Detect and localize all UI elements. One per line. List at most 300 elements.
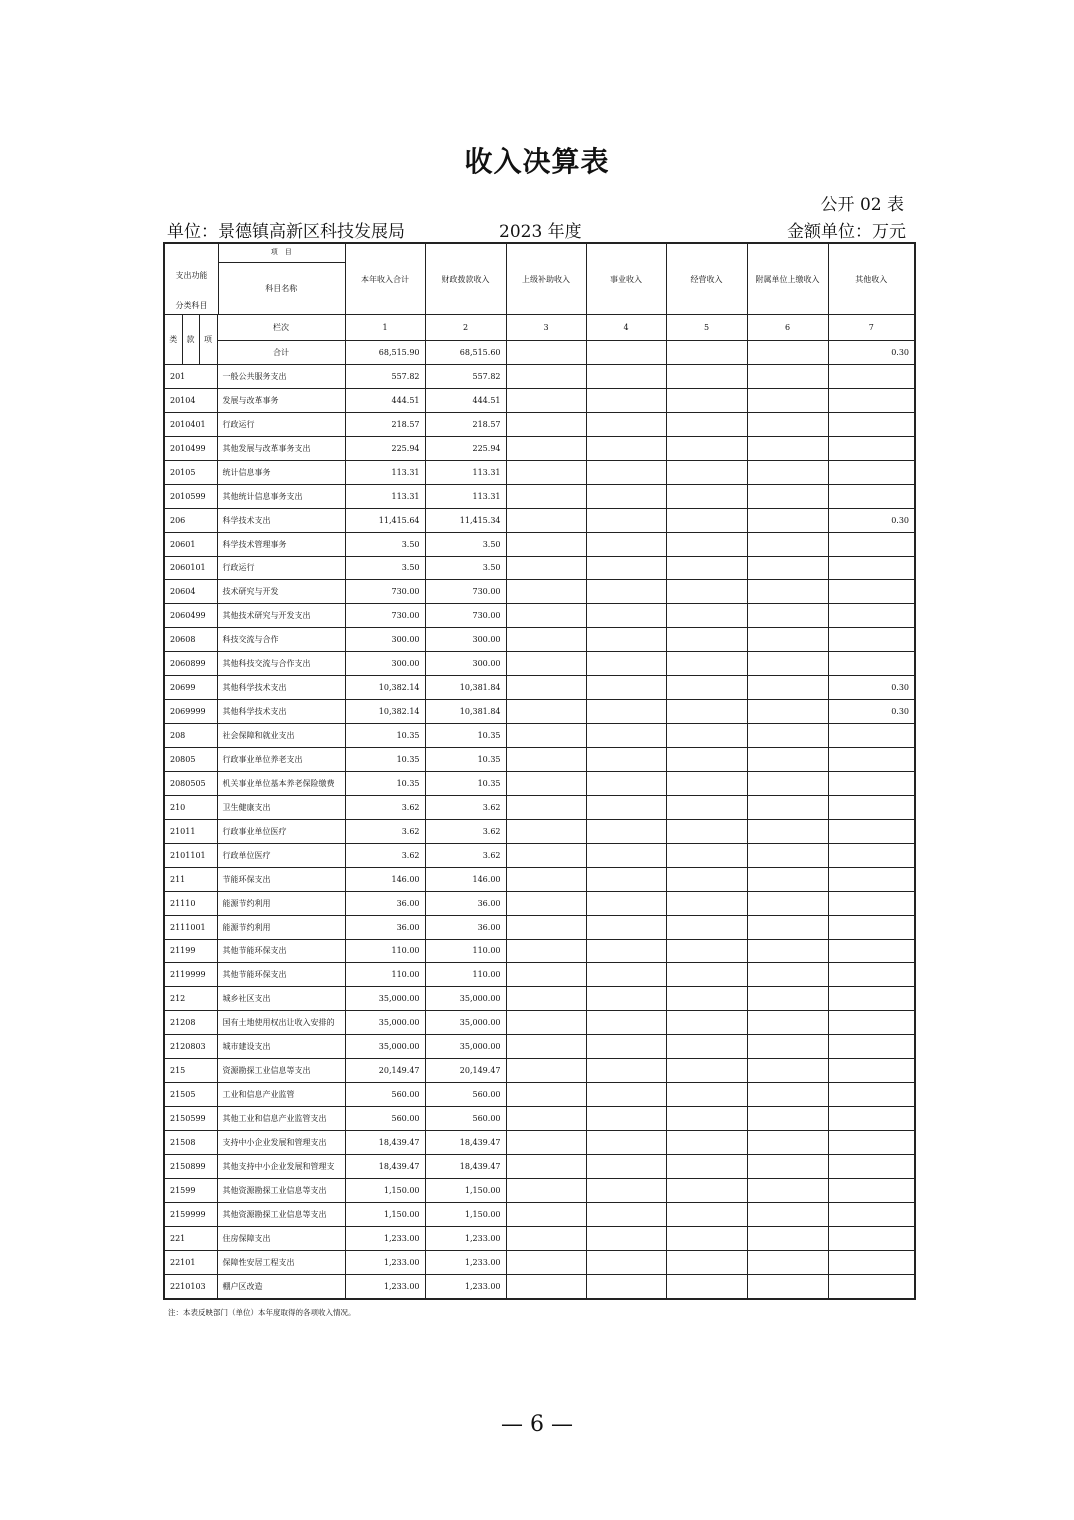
row-c5	[666, 1035, 747, 1059]
row-c4	[586, 1083, 666, 1107]
table-row	[164, 1107, 915, 1131]
row-name: 社会保障和就业支出	[217, 724, 345, 748]
row-name: 科学技术支出	[217, 508, 345, 532]
row-c4	[586, 939, 666, 963]
table-row	[164, 771, 915, 795]
row-c6	[747, 891, 828, 915]
row-code: 2060499	[164, 604, 217, 628]
row-c6	[747, 1035, 828, 1059]
row-c5	[666, 724, 747, 748]
row-c5	[666, 436, 747, 460]
total-label: 合计	[217, 341, 345, 365]
row-c5	[666, 532, 747, 556]
row-c5	[666, 939, 747, 963]
xiang-header: 项	[199, 315, 217, 365]
row-other-income	[828, 460, 915, 484]
row-other-income	[828, 1131, 915, 1155]
row-c5	[666, 460, 747, 484]
table-row	[164, 1035, 915, 1059]
row-c5	[666, 748, 747, 772]
row-code: 2150599	[164, 1107, 217, 1131]
row-c6	[747, 412, 828, 436]
row-c5	[666, 1226, 747, 1250]
row-c4	[586, 388, 666, 412]
row-fiscal-income: 35,000.00	[425, 987, 506, 1011]
table-row	[164, 1059, 915, 1083]
row-c4	[586, 412, 666, 436]
row-c4	[586, 676, 666, 700]
row-c4	[586, 795, 666, 819]
row-c4	[586, 628, 666, 652]
row-c5	[666, 1274, 747, 1298]
row-fiscal-income: 113.31	[425, 484, 506, 508]
row-total-income: 146.00	[345, 867, 425, 891]
row-name: 科技交流与合作	[217, 628, 345, 652]
row-c5	[666, 1250, 747, 1274]
row-c6	[747, 771, 828, 795]
row-fiscal-income: 3.62	[425, 795, 506, 819]
func-class-cell	[165, 244, 219, 314]
table-row	[164, 1154, 915, 1178]
table-row	[164, 1131, 915, 1155]
row-fiscal-income: 560.00	[425, 1083, 506, 1107]
row-c4	[586, 1274, 666, 1298]
year-label: 2023 年度	[499, 222, 582, 242]
table-row	[164, 676, 915, 700]
row-code: 21599	[164, 1178, 217, 1202]
row-code: 221	[164, 1226, 217, 1250]
total-cell-7: 0.30	[828, 341, 915, 365]
row-c4	[586, 436, 666, 460]
form-number: 公开 02 表	[820, 195, 904, 215]
row-c6	[747, 1202, 828, 1226]
row-c6	[747, 604, 828, 628]
row-c3	[506, 1035, 586, 1059]
table-row	[164, 604, 915, 628]
col-num-3: 3	[506, 315, 586, 341]
row-other-income: 0.30	[828, 508, 915, 532]
table-row	[164, 819, 915, 843]
row-code: 2060101	[164, 556, 217, 580]
row-c6	[747, 1107, 828, 1131]
row-code: 201	[164, 365, 217, 389]
row-fiscal-income: 10,381.84	[425, 676, 506, 700]
row-c5	[666, 1178, 747, 1202]
row-other-income	[828, 1154, 915, 1178]
row-c6	[747, 867, 828, 891]
row-c3	[506, 724, 586, 748]
row-c4	[586, 1107, 666, 1131]
row-c4	[586, 1011, 666, 1035]
table-row	[164, 556, 915, 580]
row-code: 212	[164, 987, 217, 1011]
row-code: 20699	[164, 676, 217, 700]
row-fiscal-income: 557.82	[425, 365, 506, 389]
row-code: 20805	[164, 748, 217, 772]
row-name: 行政运行	[217, 556, 345, 580]
row-other-income	[828, 1274, 915, 1298]
row-c4	[586, 748, 666, 772]
row-fiscal-income: 10.35	[425, 748, 506, 772]
row-fiscal-income: 300.00	[425, 628, 506, 652]
row-total-income: 10.35	[345, 748, 425, 772]
row-other-income	[828, 1011, 915, 1035]
row-code: 2069999	[164, 700, 217, 724]
row-other-income	[828, 891, 915, 915]
total-cell-4	[586, 341, 666, 365]
row-c5	[666, 628, 747, 652]
row-total-income: 557.82	[345, 365, 425, 389]
row-c6	[747, 676, 828, 700]
row-code: 2120803	[164, 1035, 217, 1059]
row-fiscal-income: 110.00	[425, 963, 506, 987]
row-total-income: 18,439.47	[345, 1131, 425, 1155]
row-c4	[586, 580, 666, 604]
row-total-income: 3.50	[345, 532, 425, 556]
row-c3	[506, 388, 586, 412]
column-number-row	[164, 315, 915, 341]
row-total-income: 35,000.00	[345, 1035, 425, 1059]
table-row	[164, 843, 915, 867]
row-c5	[666, 867, 747, 891]
row-c4	[586, 1154, 666, 1178]
col-num-6: 6	[747, 315, 828, 341]
row-c6	[747, 819, 828, 843]
row-other-income	[828, 843, 915, 867]
row-c5	[666, 365, 747, 389]
row-c6	[747, 1250, 828, 1274]
table-row	[164, 724, 915, 748]
table-row	[164, 748, 915, 772]
row-other-income	[828, 867, 915, 891]
row-c4	[586, 365, 666, 389]
row-name: 城乡社区支出	[217, 987, 345, 1011]
row-name: 发展与改革事务	[217, 388, 345, 412]
row-code: 20105	[164, 460, 217, 484]
row-fiscal-income: 560.00	[425, 1107, 506, 1131]
row-total-income: 3.62	[345, 795, 425, 819]
row-total-income: 730.00	[345, 580, 425, 604]
row-total-income: 1,233.00	[345, 1226, 425, 1250]
row-c5	[666, 412, 747, 436]
row-c4	[586, 532, 666, 556]
amount-unit: 金额单位：万元	[787, 222, 906, 242]
row-total-income: 300.00	[345, 628, 425, 652]
row-other-income	[828, 795, 915, 819]
row-c5	[666, 819, 747, 843]
row-code: 206	[164, 508, 217, 532]
row-other-income	[828, 915, 915, 939]
row-c6	[747, 843, 828, 867]
table-row	[164, 365, 915, 389]
row-c3	[506, 1059, 586, 1083]
row-c6	[747, 724, 828, 748]
row-fiscal-income: 36.00	[425, 915, 506, 939]
table-row	[164, 700, 915, 724]
row-c3	[506, 1202, 586, 1226]
row-c5	[666, 484, 747, 508]
row-fiscal-income: 3.62	[425, 843, 506, 867]
row-c4	[586, 1178, 666, 1202]
row-total-income: 560.00	[345, 1083, 425, 1107]
row-other-income	[828, 532, 915, 556]
row-name: 一般公共服务支出	[217, 365, 345, 389]
row-c4	[586, 963, 666, 987]
row-total-income: 300.00	[345, 652, 425, 676]
row-fiscal-income: 300.00	[425, 652, 506, 676]
row-c4	[586, 819, 666, 843]
row-name: 行政事业单位养老支出	[217, 748, 345, 772]
row-other-income	[828, 580, 915, 604]
table-row	[164, 915, 915, 939]
func-class-label: 支出功能	[175, 271, 208, 280]
row-total-income: 36.00	[345, 891, 425, 915]
row-code: 21508	[164, 1131, 217, 1155]
row-c3	[506, 867, 586, 891]
row-c6	[747, 700, 828, 724]
row-c3	[506, 819, 586, 843]
row-total-income: 10.35	[345, 771, 425, 795]
row-c5	[666, 915, 747, 939]
total-cell-3	[506, 341, 586, 365]
row-other-income	[828, 484, 915, 508]
row-c3	[506, 436, 586, 460]
row-fiscal-income: 110.00	[425, 939, 506, 963]
row-c3	[506, 915, 586, 939]
row-c6	[747, 987, 828, 1011]
col-header-7: 其他收入	[828, 243, 915, 315]
total-cell-5	[666, 341, 747, 365]
row-c3	[506, 795, 586, 819]
row-c3	[506, 939, 586, 963]
row-c3	[506, 365, 586, 389]
total-cell-1: 68,515.90	[345, 341, 425, 365]
row-fiscal-income: 730.00	[425, 604, 506, 628]
row-c5	[666, 1131, 747, 1155]
row-fiscal-income: 18,439.47	[425, 1131, 506, 1155]
row-code: 2119999	[164, 963, 217, 987]
row-c4	[586, 604, 666, 628]
row-c3	[506, 1250, 586, 1274]
row-c5	[666, 963, 747, 987]
row-c4	[586, 1059, 666, 1083]
table-row	[164, 1011, 915, 1035]
col-header-1: 本年收入合计	[345, 243, 425, 315]
row-total-income: 1,150.00	[345, 1202, 425, 1226]
row-other-income	[828, 1035, 915, 1059]
row-c6	[747, 652, 828, 676]
table-row	[164, 795, 915, 819]
row-total-income: 225.94	[345, 436, 425, 460]
row-c6	[747, 795, 828, 819]
row-code: 2101101	[164, 843, 217, 867]
row-c6	[747, 1154, 828, 1178]
table-row	[164, 652, 915, 676]
row-c6	[747, 388, 828, 412]
col-num-5: 5	[666, 315, 747, 341]
row-c6	[747, 508, 828, 532]
row-name: 国有土地使用权出让收入安排的	[217, 1011, 345, 1035]
row-code: 20104	[164, 388, 217, 412]
row-c6	[747, 1131, 828, 1155]
row-c3	[506, 843, 586, 867]
row-name: 其他技术研究与开发支出	[217, 604, 345, 628]
table-row	[164, 1274, 915, 1298]
table-row	[164, 1178, 915, 1202]
page-title: 收入决算表	[464, 145, 610, 178]
table-row	[164, 532, 915, 556]
row-c3	[506, 1011, 586, 1035]
row-code: 2010401	[164, 412, 217, 436]
row-fiscal-income: 1,233.00	[425, 1226, 506, 1250]
row-c5	[666, 580, 747, 604]
row-c6	[747, 1178, 828, 1202]
row-total-income: 36.00	[345, 915, 425, 939]
row-c6	[747, 436, 828, 460]
row-name: 行政单位医疗	[217, 843, 345, 867]
row-c5	[666, 556, 747, 580]
row-name: 城市建设支出	[217, 1035, 345, 1059]
row-c4	[586, 1226, 666, 1250]
table-row	[164, 1202, 915, 1226]
row-total-income: 35,000.00	[345, 1011, 425, 1035]
row-c6	[747, 556, 828, 580]
table-row	[164, 987, 915, 1011]
row-name: 节能环保支出	[217, 867, 345, 891]
row-c4	[586, 891, 666, 915]
table-row	[164, 412, 915, 436]
row-name: 其他科学技术支出	[217, 676, 345, 700]
row-c4	[586, 460, 666, 484]
row-total-income: 3.62	[345, 819, 425, 843]
row-code: 2010499	[164, 436, 217, 460]
col-header-3: 上级补助收入	[506, 243, 586, 315]
row-c3	[506, 460, 586, 484]
row-fiscal-income: 10.35	[425, 724, 506, 748]
row-c4	[586, 1250, 666, 1274]
row-c3	[506, 963, 586, 987]
row-name: 其他资源勘探工业信息等支出	[217, 1202, 345, 1226]
row-c6	[747, 1274, 828, 1298]
row-c3	[506, 580, 586, 604]
row-c4	[586, 987, 666, 1011]
row-c3	[506, 891, 586, 915]
row-fiscal-income: 1,233.00	[425, 1250, 506, 1274]
row-c4	[586, 508, 666, 532]
row-total-income: 218.57	[345, 412, 425, 436]
page-number: — 6 —	[501, 1412, 573, 1437]
row-code: 21505	[164, 1083, 217, 1107]
row-name: 工业和信息产业监管	[217, 1083, 345, 1107]
row-code: 21110	[164, 891, 217, 915]
row-other-income	[828, 724, 915, 748]
row-other-income	[828, 388, 915, 412]
lei-header: 类	[164, 315, 182, 365]
row-total-income: 3.62	[345, 843, 425, 867]
row-c3	[506, 652, 586, 676]
row-name: 其他支持中小企业发展和管理支	[217, 1154, 345, 1178]
row-c3	[506, 484, 586, 508]
row-other-income: 0.30	[828, 676, 915, 700]
row-fiscal-income: 3.50	[425, 532, 506, 556]
row-c5	[666, 987, 747, 1011]
row-c5	[666, 1154, 747, 1178]
row-other-income	[828, 771, 915, 795]
row-c5	[666, 676, 747, 700]
col-num-2: 2	[425, 315, 506, 341]
row-c5	[666, 891, 747, 915]
row-c3	[506, 771, 586, 795]
row-total-income: 10.35	[345, 724, 425, 748]
total-row	[164, 341, 915, 365]
row-other-income	[828, 652, 915, 676]
row-c5	[666, 1202, 747, 1226]
row-c4	[586, 484, 666, 508]
col-num-7: 7	[828, 315, 915, 341]
row-name: 行政事业单位医疗	[217, 819, 345, 843]
row-total-income: 35,000.00	[345, 987, 425, 1011]
row-other-income	[828, 1059, 915, 1083]
row-code: 2159999	[164, 1202, 217, 1226]
row-c4	[586, 771, 666, 795]
row-total-income: 110.00	[345, 939, 425, 963]
col-header-2: 财政拨款收入	[425, 243, 506, 315]
row-c6	[747, 580, 828, 604]
col-num-1: 1	[345, 315, 425, 341]
table-row	[164, 867, 915, 891]
row-code: 210	[164, 795, 217, 819]
table-row	[164, 580, 915, 604]
row-other-income	[828, 604, 915, 628]
row-c5	[666, 700, 747, 724]
row-c3	[506, 1226, 586, 1250]
row-name: 其他节能环保支出	[217, 963, 345, 987]
table-body	[164, 243, 915, 1299]
row-c3	[506, 628, 586, 652]
row-name: 其他科技交流与合作支出	[217, 652, 345, 676]
row-c3	[506, 412, 586, 436]
table-row	[164, 460, 915, 484]
row-c6	[747, 1226, 828, 1250]
row-c6	[747, 939, 828, 963]
row-total-income: 113.31	[345, 460, 425, 484]
row-c4	[586, 700, 666, 724]
row-name: 统计信息事务	[217, 460, 345, 484]
income-table	[163, 242, 916, 1300]
row-fiscal-income: 10.35	[425, 771, 506, 795]
row-c3	[506, 1083, 586, 1107]
row-code: 2150899	[164, 1154, 217, 1178]
row-name: 其他科学技术支出	[217, 700, 345, 724]
row-code: 20608	[164, 628, 217, 652]
row-total-income: 11,415.64	[345, 508, 425, 532]
row-total-income: 113.31	[345, 484, 425, 508]
row-c5	[666, 1107, 747, 1131]
row-fiscal-income: 1,150.00	[425, 1178, 506, 1202]
row-c3	[506, 700, 586, 724]
col-header-6: 附属单位上缴收入	[747, 243, 828, 315]
row-c6	[747, 1011, 828, 1035]
row-code: 215	[164, 1059, 217, 1083]
row-c5	[666, 1011, 747, 1035]
row-c6	[747, 365, 828, 389]
row-fiscal-income: 1,150.00	[425, 1202, 506, 1226]
row-name: 能源节约利用	[217, 891, 345, 915]
row-name: 其他节能环保支出	[217, 939, 345, 963]
row-total-income: 1,233.00	[345, 1274, 425, 1298]
row-other-income	[828, 1107, 915, 1131]
row-fiscal-income: 18,439.47	[425, 1154, 506, 1178]
